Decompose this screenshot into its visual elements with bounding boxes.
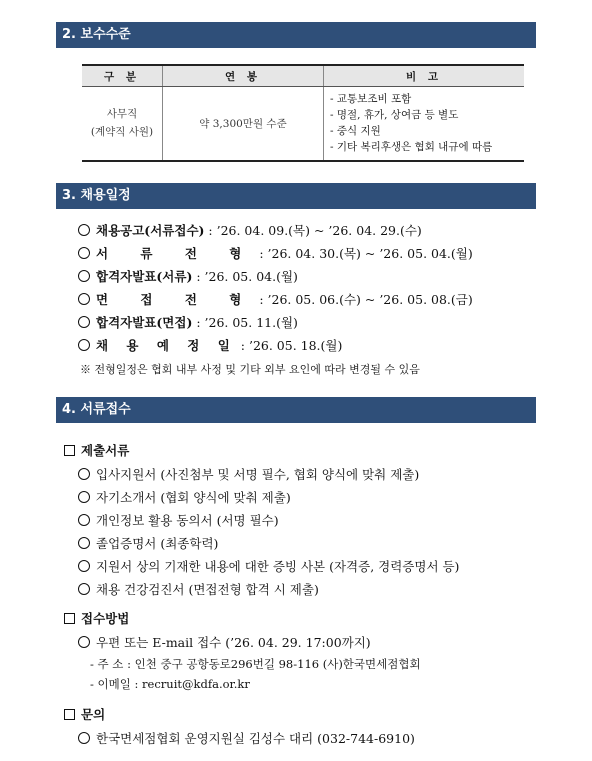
doc-text: 입사지원서 (사진첨부 및 서명 필수, 협회 양식에 맞춰 제출) xyxy=(96,467,420,482)
circle-bullet-icon xyxy=(78,583,90,595)
schedule-item xyxy=(78,244,473,262)
note-line: - 기타 복리후생은 협회 내규에 따름 xyxy=(330,141,493,154)
schedule-item xyxy=(78,267,298,285)
schedule-value: : ’26. 05. 06.(수) ~ ’26. 05. 08.(금) xyxy=(259,292,473,307)
schedule-item xyxy=(78,221,422,239)
square-bullet-icon xyxy=(64,613,75,624)
circle-bullet-icon xyxy=(78,636,90,648)
category-line: (계약직 사원) xyxy=(90,126,154,139)
circle-bullet-icon xyxy=(78,468,90,480)
doc-text: 지원서 상의 기재한 내용에 대한 증빙 사본 (자격증, 경력증명서 등) xyxy=(96,559,460,574)
list-item xyxy=(78,465,419,483)
method-heading-text: 접수방법 xyxy=(81,611,130,626)
method-heading xyxy=(64,609,129,627)
list-item xyxy=(78,488,291,506)
inquiry-heading-text: 문의 xyxy=(81,707,106,722)
circle-bullet-icon xyxy=(78,514,90,526)
table-cell-category xyxy=(82,87,163,161)
schedule-label: 합격자발표(서류) xyxy=(96,269,193,284)
section-title-salary: 2. 보수수준 xyxy=(56,22,536,48)
inquiry-text: 한국면세점협회 운영지원실 김성수 대리 (032-744-6910) xyxy=(96,731,415,746)
section-title-schedule: 3. 채용일정 xyxy=(56,183,536,209)
list-item xyxy=(78,534,218,552)
note-line: - 교통보조비 포함 xyxy=(330,93,412,106)
doc-text: 채용 건강검진서 (면접전형 합격 시 제출) xyxy=(96,582,319,597)
list-item xyxy=(78,580,319,598)
table-header-salary: 연 봉 xyxy=(163,65,324,87)
schedule-item xyxy=(78,336,342,354)
doc-text: 개인정보 활용 동의서 (서명 필수) xyxy=(96,513,279,528)
table-header-category: 구 분 xyxy=(82,65,163,87)
salary-table xyxy=(82,64,524,162)
table-cell-salary: 약 3,300만원 수준 xyxy=(163,87,324,161)
category-line: 사무직 xyxy=(106,108,138,121)
schedule-item xyxy=(78,290,473,308)
circle-bullet-icon xyxy=(78,293,90,305)
circle-bullet-icon xyxy=(78,732,90,744)
list-item xyxy=(78,511,279,529)
schedule-value: : ’26. 04. 30.(목) ~ ’26. 05. 04.(월) xyxy=(259,246,473,261)
address-line: - 주 소 : 인천 중구 공항동로296번길 98-116 (사)한국면세점협회 xyxy=(90,657,421,671)
list-item xyxy=(78,557,459,575)
doc-text: 자기소개서 (협회 양식에 맞춰 제출) xyxy=(96,490,291,505)
circle-bullet-icon xyxy=(78,491,90,503)
doc-text: 졸업증명서 (최종학력) xyxy=(96,536,219,551)
section-title-application: 4. 서류접수 xyxy=(56,397,536,423)
note-line: - 중식 지원 xyxy=(330,125,381,138)
schedule-label: 합격자발표(면접) xyxy=(96,315,193,330)
schedule-label: 면 접 전 형 xyxy=(96,292,256,307)
circle-bullet-icon xyxy=(78,537,90,549)
schedule-value: : ’26. 05. 18.(월) xyxy=(240,338,343,353)
circle-bullet-icon xyxy=(78,339,90,351)
note-line: - 명절, 휴가, 상여금 등 별도 xyxy=(330,109,459,122)
square-bullet-icon xyxy=(64,709,75,720)
schedule-label: 서 류 전 형 xyxy=(96,246,256,261)
table-header-notes: 비 고 xyxy=(324,65,525,87)
schedule-note: ※ 전형일정은 협회 내부 사정 및 기타 외부 요인에 따라 변경될 수 있음 xyxy=(80,363,420,376)
circle-bullet-icon xyxy=(78,316,90,328)
method-text: 우편 또는 E-mail 접수 (’26. 04. 29. 17:00까지) xyxy=(96,635,371,650)
circle-bullet-icon xyxy=(78,270,90,282)
square-bullet-icon xyxy=(64,445,75,456)
list-item xyxy=(78,729,415,747)
schedule-value: : ’26. 04. 09.(목) ~ ’26. 04. 29.(수) xyxy=(208,223,422,238)
list-item xyxy=(78,633,371,651)
email-line: - 이메일 : recruit@kdfa.or.kr xyxy=(90,677,250,691)
inquiry-heading xyxy=(64,705,105,723)
schedule-value: : ’26. 05. 11.(월) xyxy=(196,315,298,330)
docs-heading xyxy=(64,441,129,459)
docs-heading-text: 제출서류 xyxy=(81,443,130,458)
schedule-label: 채용공고(서류접수) xyxy=(96,223,205,238)
schedule-value: : ’26. 05. 04.(월) xyxy=(196,269,298,284)
schedule-label: 채 용 예 정 일 xyxy=(96,338,237,353)
circle-bullet-icon xyxy=(78,224,90,236)
schedule-item xyxy=(78,313,298,331)
table-cell-notes xyxy=(324,87,525,161)
circle-bullet-icon xyxy=(78,247,90,259)
circle-bullet-icon xyxy=(78,560,90,572)
